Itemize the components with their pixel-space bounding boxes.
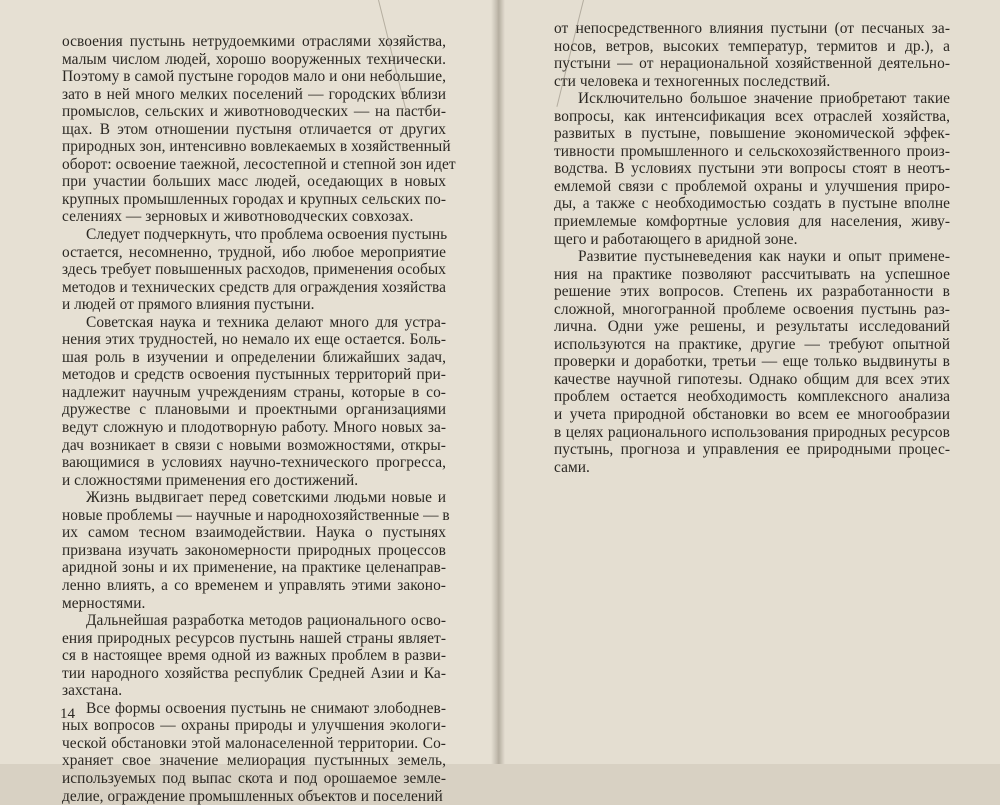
text-line: шая роль в изучении и определении ближайших задач,	[62, 348, 446, 366]
text-line: Советская наука и техника делают много для устра-	[86, 313, 446, 331]
text-line: сти человека и техногенных последствий.	[554, 72, 831, 90]
text-line: используются на практике, другие — требуют опытной	[554, 335, 950, 353]
text-line: Жизнь выдвигает перед советскими людьми новые и	[86, 489, 446, 507]
text-line: ленно влиять, а со временем и управлять этими законо-	[62, 576, 446, 594]
page-number: 14	[60, 706, 75, 722]
text-line: их самом тесном взаимодействии. Наука о пустынях	[62, 524, 446, 542]
text-line: развитых в пустыне, повышение экономической эффек-	[554, 125, 950, 143]
text-line: сложной, многогранной проблеме освоения пустынь раз-	[554, 300, 950, 318]
text-line: селениях — зерновых и животноводческих совхозах.	[62, 208, 414, 226]
text-line: и учета природной обстановки во всем ее многообразии	[554, 406, 950, 424]
text-line: малым числом людей, хорошо вооруженных технически.	[62, 50, 446, 68]
text-line: щего и работающего в аридной зоне.	[554, 230, 798, 248]
text-line: природных зон, интенсивно вовлекаемых в хозяйственный	[62, 138, 451, 156]
text-line: и сложностями применения его достижений.	[62, 471, 359, 489]
text-line: зато в ней много мелких поселений — городских вблизи	[62, 85, 446, 103]
text-line: дач возникает в связи с новыми возможностями, откры-	[62, 436, 446, 454]
text-line: и людей от прямого влияния пустыни.	[62, 296, 315, 314]
left-page-text	[62, 33, 456, 805]
text-line: призвана изучать закономерности природных процессов	[62, 541, 446, 559]
text-line: нения этих трудностей, но немало их еще остается. Боль-	[62, 331, 446, 349]
text-line: лична. Одни уже решены, и результаты исследований	[554, 318, 950, 336]
text-line: вопросы, как интенсификация всех отраслей хозяйства,	[554, 107, 950, 125]
left-page	[0, 0, 497, 805]
text-line: пустынь, прогноза и управления ее природными процес-	[554, 441, 950, 459]
text-line: надлежит научным учреждениям страны, которые в со-	[62, 383, 446, 401]
text-line: остается, несомненно, трудной, ибо любое мероприятие	[62, 243, 446, 261]
text-line: приемлемые комфортные условия для населения, живу-	[554, 213, 950, 231]
text-line: промыслов, сельских и животноводческих — на пастби-	[62, 103, 446, 121]
text-line: оборот: освоение таежной, лесостепной и степной зон идет	[62, 155, 456, 173]
text-line: ческой обстановки этой малонаселенной территории. Со-	[62, 734, 446, 752]
text-line: ния на практике позволяют рассчитывать на успешное	[554, 265, 950, 283]
text-line: ся в настоящее время одной из важных проблем в разви-	[62, 647, 446, 665]
text-line: вающимися в условиях научно-технического прогресса,	[62, 454, 446, 472]
text-line: Исключительно большое значение приобретают такие	[578, 90, 950, 108]
text-line: тии народного хозяйства республик Средней Азии и Ка-	[62, 664, 446, 682]
text-line: емлемой связи с проблемой охраны и улучшения приро-	[554, 177, 950, 195]
text-line: в целях рационального использования природных ресурсов	[554, 423, 950, 441]
text-line: Развитие пустыневедения как науки и опыт примене-	[578, 248, 950, 266]
text-line: Дальнейшая разработка методов рационального осво-	[86, 612, 446, 630]
text-line: захстана.	[62, 682, 123, 700]
right-page-text	[554, 20, 950, 476]
text-line: от непосредственного влияния пустыни (от песчаных за-	[554, 20, 950, 37]
text-line: новые проблемы — научные и народнохозяйственные — в	[62, 506, 450, 524]
text-line: ных вопросов — охраны природы и улучшения экологи-	[62, 717, 446, 735]
text-line: пустыни — от нерациональной хозяйственной деятельно-	[554, 55, 950, 73]
text-line: тивности промышленного и сельскохозяйственного произ-	[554, 142, 950, 160]
text-line: качестве научной гипотезы. Однако общим для всех этих	[554, 370, 950, 388]
text-line: сами.	[554, 458, 590, 476]
text-line: при участии больших масс людей, оседающих в новых	[62, 173, 446, 191]
text-line: освоения пустынь нетрудоемкими отраслями хозяйства,	[62, 33, 446, 50]
text-line: крупных промышленных городах и крупных сельских по-	[62, 190, 446, 208]
text-line: Все формы освоения пустынь не снимают злободнев-	[86, 699, 446, 717]
text-line: Следует подчеркнуть, что проблема освоения пустынь	[86, 226, 448, 244]
book-gutter	[491, 0, 505, 764]
text-line: методов и технических средств для ограждения хозяйства	[62, 278, 446, 296]
text-line: ения природных ресурсов пустынь нашей страны являет-	[62, 629, 446, 647]
text-line: используемых под выпас скота и под орошаемое земле-	[62, 769, 446, 787]
text-line: Поэтому в самой пустыне городов мало и они небольшие,	[62, 68, 446, 86]
text-line: методов и средств освоения пустынных территорий при-	[62, 366, 446, 384]
text-line: решение этих вопросов. Степень их разработанности в	[554, 283, 950, 301]
text-line: носов, ветров, высоких температур, термитов и др.), а	[554, 37, 950, 55]
text-line: мерностями.	[62, 594, 146, 612]
text-line: водства. В условиях пустыни эти вопросы стоят в неотъ-	[554, 160, 950, 178]
text-line: проблем остается необходимость комплексного анализа	[554, 388, 950, 406]
text-line: делие, ограждение промышленных объектов и поселений	[62, 787, 443, 805]
text-line: ведут сложную и плодотворную работу. Много новых за-	[62, 419, 446, 437]
text-line: щах. В этом отношении пустыня отличается от других	[62, 120, 446, 138]
text-line: аридной зоны и их применение, на практике целенаправ-	[62, 559, 446, 577]
text-line: храняет свое значение мелиорация пустынных земель,	[62, 752, 446, 770]
text-line: дружестве с плановыми и проектными организациями	[62, 401, 446, 419]
text-line: проверки и доработки, третьи — еще только выдвинуты в	[554, 353, 950, 371]
text-line: ды, а также с необходимостью создать в пустыне вполне	[554, 195, 950, 213]
right-page	[497, 0, 1000, 764]
text-line: здесь требует повышенных расходов, применения особых	[62, 261, 446, 279]
